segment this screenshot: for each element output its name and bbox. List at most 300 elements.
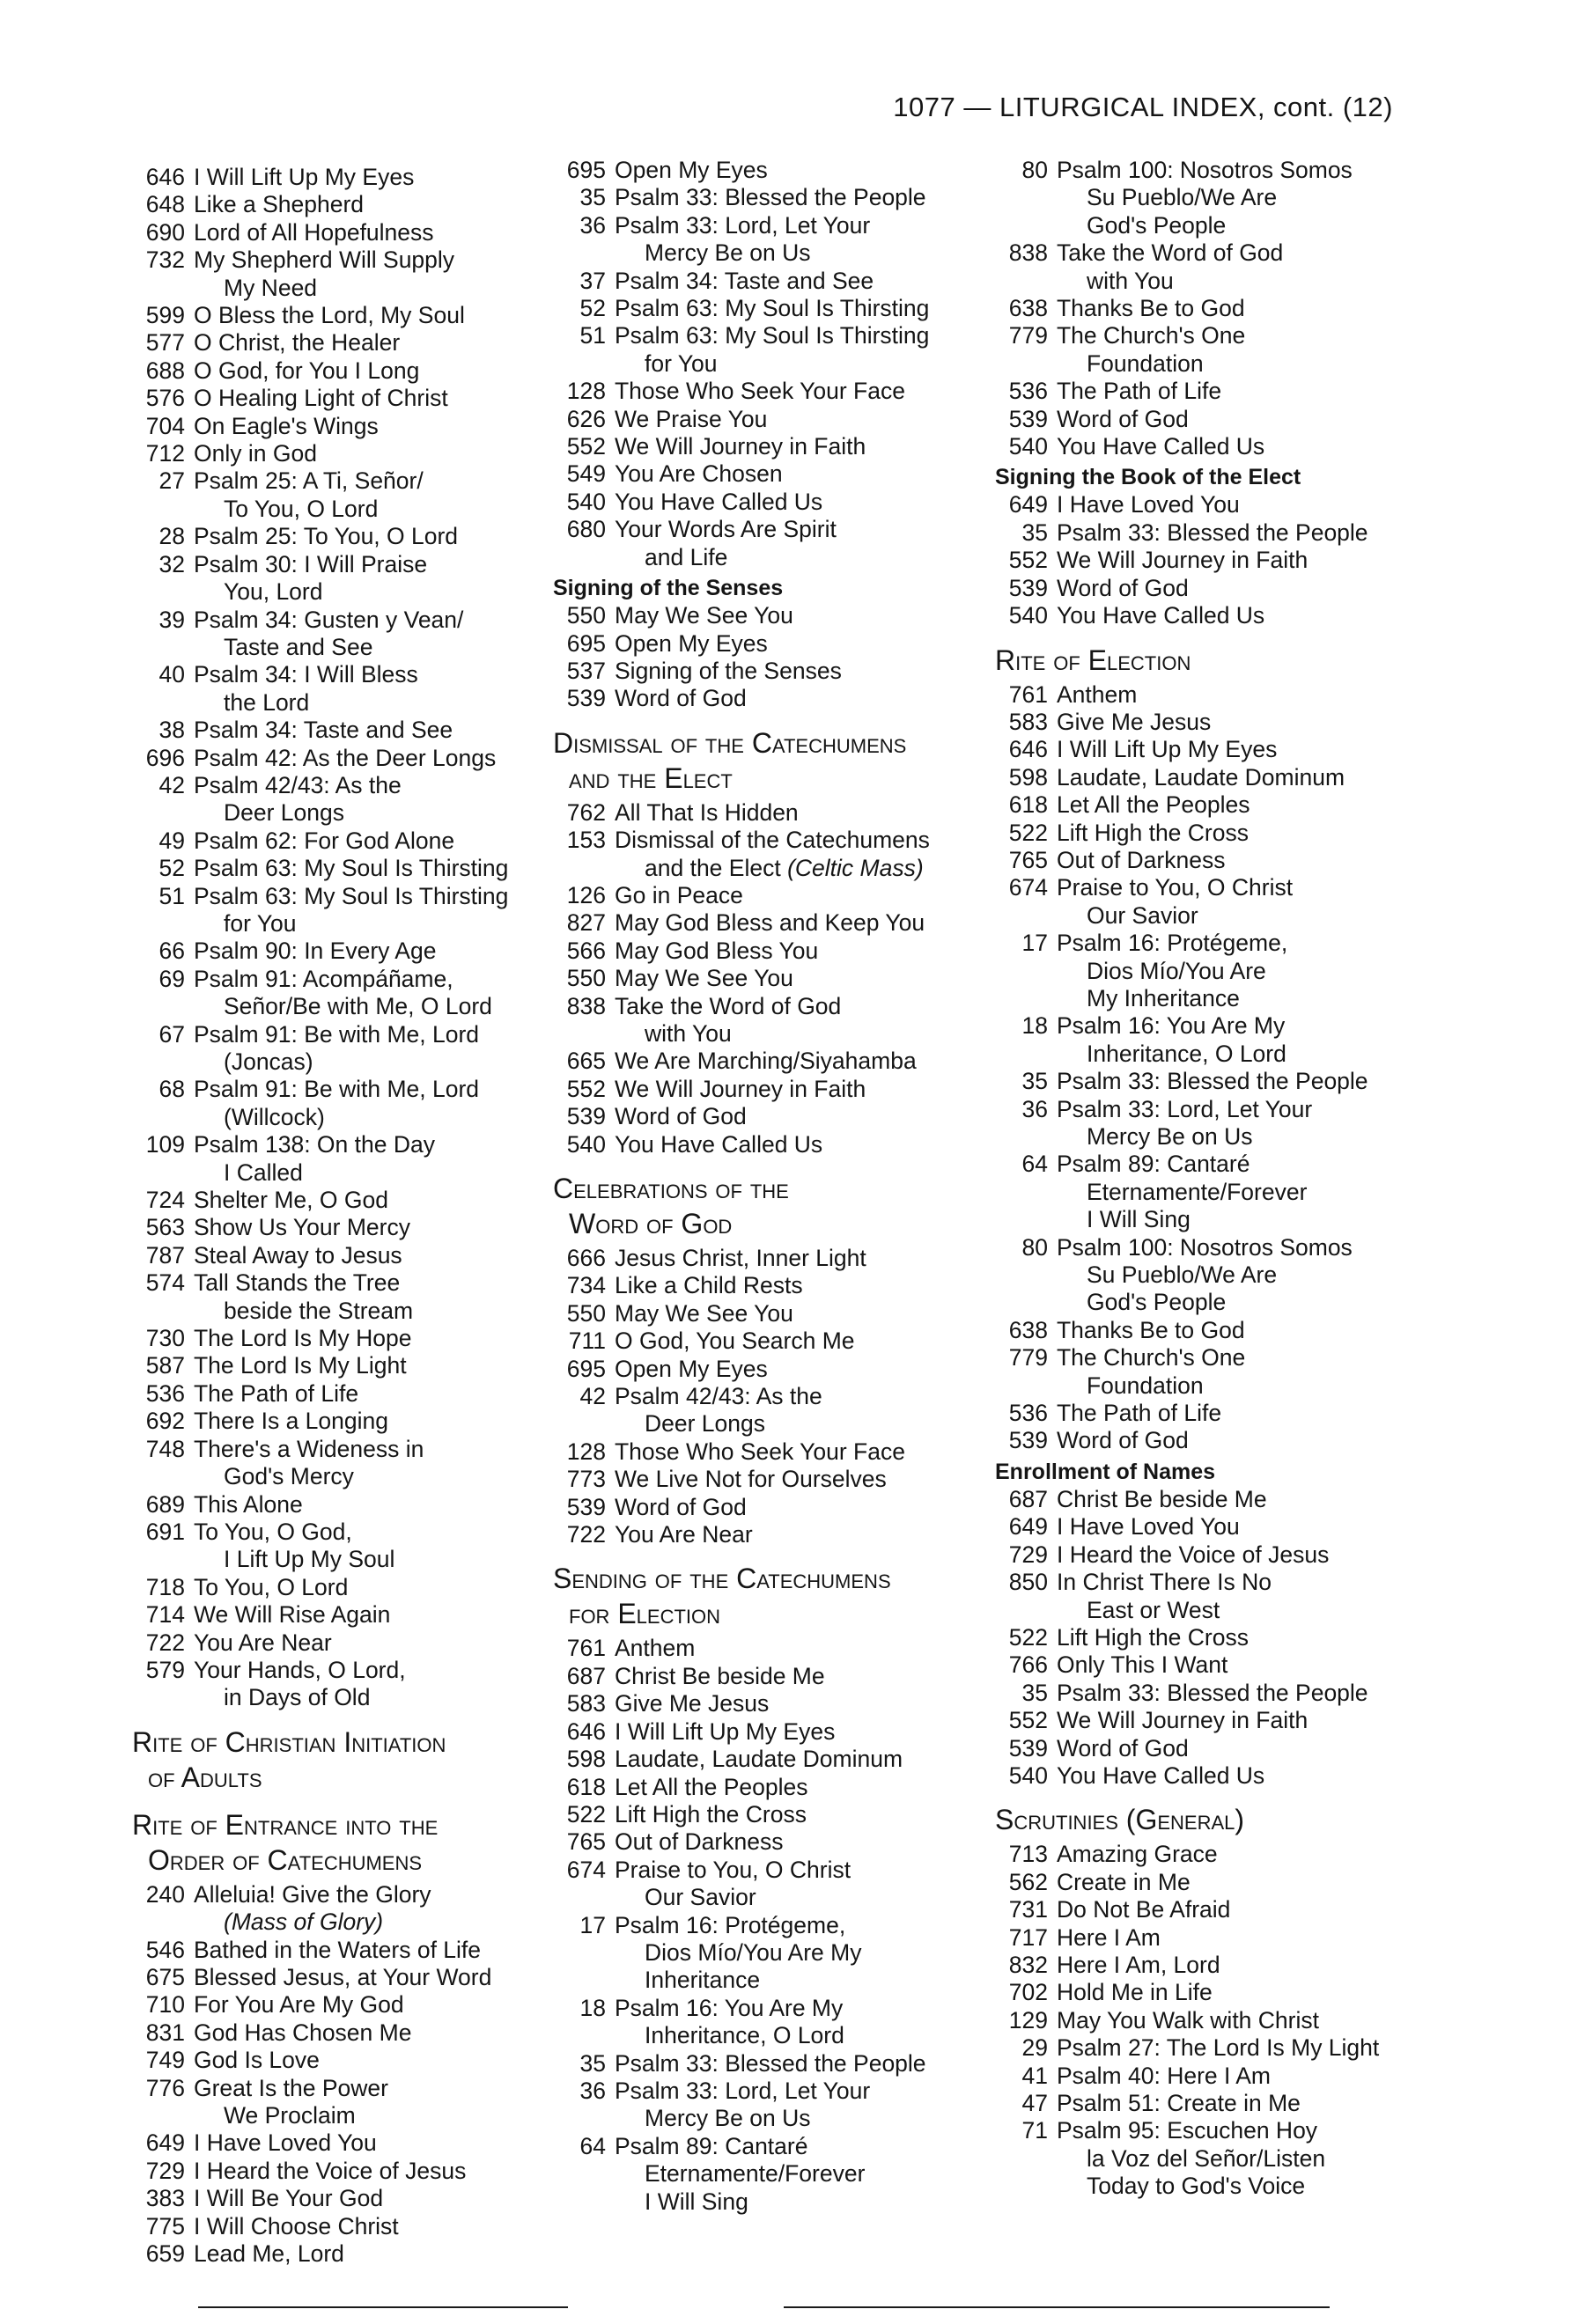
index-entry — [132, 413, 528, 440]
index-entry — [995, 2117, 1418, 2200]
hymn-number: 731 — [1008, 1896, 1048, 1923]
index-entry — [995, 2063, 1418, 2090]
index-entry — [132, 467, 528, 523]
title-line: Take the Word of God — [1057, 239, 1284, 267]
title-line: May We See You — [615, 602, 793, 629]
hymn-title — [194, 1964, 528, 1991]
title-line: On Eagle's Wings — [194, 412, 379, 439]
running-head — [893, 92, 1393, 123]
index-entry — [132, 1269, 528, 1325]
hymn-number: 540 — [1008, 433, 1048, 460]
title-continuation: I Will Sing — [645, 2188, 748, 2215]
index-entry — [553, 322, 958, 378]
index-entry — [553, 1690, 958, 1717]
index-entry — [995, 709, 1418, 736]
hymn-number: 729 — [1008, 1541, 1048, 1568]
title-line: Here I Am, Lord — [1057, 1951, 1220, 1978]
title-line: Psalm 25: To You, O Lord — [194, 523, 459, 550]
hymn-number: 776 — [145, 2074, 185, 2101]
title-continuation: Today to God's Voice — [1087, 2173, 1306, 2200]
index-entry — [995, 602, 1418, 629]
index-entry — [553, 1327, 958, 1355]
title-line: Psalm 34: Gusten y Vean/ — [194, 606, 464, 633]
heading-line: Rite of Entrance into the — [132, 1808, 439, 1841]
hymn-number: 732 — [145, 246, 185, 274]
index-entry — [553, 1521, 958, 1548]
title-continuation: Su Pueblo/We Are — [1087, 1261, 1278, 1289]
index-entry — [132, 1380, 528, 1408]
index-entry — [553, 378, 958, 405]
hymn-title — [1057, 2007, 1418, 2034]
title-line: Psalm 27: The Lord Is My Light — [1057, 2034, 1380, 2062]
title-line: I Will Lift Up My Eyes — [1057, 736, 1278, 763]
hymn-number: 35 — [1021, 518, 1048, 546]
hymn-number: 765 — [1008, 846, 1048, 873]
hymn-title — [194, 772, 528, 827]
hymn-title — [1057, 1513, 1418, 1541]
title-continuation: Inheritance — [645, 1967, 761, 1994]
title-line: May God Bless and Keep You — [615, 909, 925, 937]
hymn-number: 666 — [566, 1245, 606, 1271]
hymn-title — [194, 855, 528, 882]
title-line: Give Me Jesus — [615, 1690, 770, 1717]
index-entry — [995, 1952, 1418, 1979]
hymn-number: 42 — [579, 1383, 606, 1410]
hymn-title — [1057, 1151, 1418, 1233]
index-entry — [553, 938, 958, 965]
title-line: Psalm 16: You Are My — [1057, 1012, 1286, 1040]
title-line: You Have Called Us — [615, 1130, 823, 1158]
hymn-title — [1057, 1234, 1418, 1317]
hymn-number: 66 — [158, 938, 185, 965]
index-entry — [132, 1629, 528, 1657]
hymn-title — [615, 378, 958, 405]
hymn-title — [194, 413, 528, 440]
title-line: We Will Journey in Faith — [1057, 1707, 1309, 1734]
hymn-number: 36 — [1021, 1095, 1048, 1122]
hymn-title — [194, 827, 528, 855]
section-heading — [553, 1171, 958, 1241]
title-continuation: beside the Stream — [224, 1297, 414, 1324]
title-line: Let All the Peoples — [1057, 791, 1250, 819]
title-line: Signing of the Senses — [615, 657, 842, 684]
index-entry — [553, 433, 958, 460]
hymn-title — [194, 883, 528, 938]
index-entry — [553, 1272, 958, 1299]
index-entry — [995, 406, 1418, 433]
index-entry — [995, 930, 1418, 1012]
hymn-number: 129 — [1008, 2006, 1048, 2034]
hymn-title — [194, 2240, 528, 2268]
hymn-title — [615, 827, 958, 882]
index-entry — [553, 1801, 958, 1828]
hymn-title — [1057, 491, 1418, 518]
title-line: Give Me Jesus — [1057, 708, 1212, 735]
index-entry — [553, 1857, 958, 1912]
hymn-number: 539 — [1008, 1734, 1048, 1761]
hymn-number: 765 — [566, 1828, 606, 1856]
index-entry — [553, 658, 958, 685]
hymn-number: 690 — [145, 218, 185, 246]
index-entry — [995, 1762, 1418, 1790]
hymn-title — [1057, 239, 1418, 295]
hymn-number: 618 — [1008, 791, 1048, 819]
hymn-title — [194, 1519, 528, 1574]
hymn-number: 539 — [1008, 405, 1048, 432]
title-continuation: Our Savior — [645, 1884, 756, 1911]
hymn-number: 69 — [158, 965, 185, 992]
hymn-number: 598 — [1008, 763, 1048, 791]
index-entry — [553, 1718, 958, 1746]
title-line: You Have Called Us — [1057, 602, 1265, 629]
hymn-title — [615, 1718, 958, 1746]
hymn-title — [1057, 1569, 1418, 1624]
hymn-number: 64 — [1021, 1151, 1048, 1178]
title-line: Bathed in the Waters of Life — [194, 1936, 482, 1963]
index-entry — [553, 1131, 958, 1158]
title-continuation: I Called — [224, 1158, 303, 1186]
hymn-title — [1057, 1896, 1418, 1923]
title-line: Create in Me — [1057, 1868, 1191, 1895]
title-line: God Has Chosen Me — [194, 2019, 412, 2046]
hymn-number: 648 — [145, 191, 185, 218]
hymn-number: 18 — [579, 1994, 606, 2021]
title-line: Anthem — [1057, 680, 1138, 708]
index-column-3 — [995, 157, 1418, 2201]
hymn-number: 539 — [1008, 1427, 1048, 1454]
title-line: Take the Word of God — [615, 992, 842, 1019]
hymn-title — [615, 1494, 958, 1521]
title-line: Psalm 30: I Will Praise — [194, 550, 428, 577]
hymn-title — [1057, 602, 1418, 629]
title-line: To You, O Lord — [194, 1573, 349, 1600]
hymn-title — [194, 246, 528, 302]
hymn-title — [615, 1356, 958, 1383]
hymn-number: 779 — [1008, 322, 1048, 349]
index-entry — [995, 1096, 1418, 1151]
hymn-number: 680 — [566, 516, 606, 543]
hymn-number: 598 — [566, 1746, 606, 1773]
index-entry — [132, 357, 528, 385]
hymn-title — [615, 516, 958, 571]
hymn-number: 42 — [158, 771, 185, 798]
hymn-number: 713 — [1008, 1841, 1048, 1868]
hymn-title — [1057, 295, 1418, 322]
hymn-title — [615, 1801, 958, 1828]
title-line: Psalm 100: Nosotros Somos — [1057, 157, 1353, 183]
hymn-title — [1057, 1541, 1418, 1569]
hymn-title — [615, 1774, 958, 1801]
index-entry — [995, 736, 1418, 763]
index-entry — [553, 1048, 958, 1075]
hymn-number: 49 — [158, 827, 185, 854]
hymn-number: 35 — [1021, 1679, 1048, 1706]
hymn-number: 724 — [145, 1187, 185, 1214]
hymn-number: 583 — [1008, 708, 1048, 735]
hymn-title — [615, 993, 958, 1048]
index-entry — [553, 685, 958, 712]
hymn-number: 17 — [579, 1911, 606, 1938]
hymn-title — [1057, 1068, 1418, 1095]
hymn-number: 64 — [579, 2132, 606, 2159]
title-continuation: Inheritance, O Lord — [1087, 1040, 1286, 1067]
title-line: I Heard the Voice of Jesus — [1057, 1541, 1330, 1568]
title-line: Psalm 63: My Soul Is Thirsting — [615, 295, 930, 322]
section-heading — [995, 643, 1418, 678]
hymn-number: 649 — [1008, 1513, 1048, 1541]
hymn-title — [194, 1269, 528, 1325]
hymn-number: 711 — [568, 1327, 606, 1355]
hymn-title — [615, 433, 958, 460]
index-entry — [995, 2090, 1418, 2117]
hymn-title — [615, 1300, 958, 1327]
hymn-number: 695 — [566, 157, 606, 183]
hymn-number: 35 — [579, 2049, 606, 2077]
hymn-number: 540 — [566, 488, 606, 515]
hymn-number: 126 — [566, 881, 606, 908]
title-line: I Have Loved You — [1057, 491, 1240, 518]
title-line: Psalm 42/43: As the — [194, 771, 402, 798]
title-continuation: I Will Sing — [1087, 1206, 1191, 1233]
index-entry — [995, 322, 1418, 378]
hymn-number: 717 — [1008, 1923, 1048, 1951]
hymn-number: 649 — [1008, 491, 1048, 518]
title-continuation: la Voz del Señor/Listen — [1087, 2144, 1326, 2172]
title-line: Psalm 42: As the Deer Longs — [194, 744, 497, 771]
hymn-number: 688 — [145, 357, 185, 384]
hymn-title — [1057, 1624, 1418, 1651]
hymn-number: 577 — [145, 329, 185, 357]
index-entry — [995, 1427, 1418, 1454]
index-entry — [995, 1841, 1418, 1868]
hymn-number: 539 — [566, 685, 606, 712]
title-line: Psalm 42/43: As the — [615, 1383, 822, 1410]
hymn-title — [615, 630, 958, 658]
hymn-number: 749 — [145, 2047, 185, 2074]
title-line: We Will Journey in Faith — [615, 433, 866, 460]
index-entry — [995, 1707, 1418, 1734]
hymn-number: 68 — [158, 1076, 185, 1103]
title-continuation: Deer Longs — [224, 799, 345, 827]
index-entry — [553, 184, 958, 211]
hymn-title — [194, 467, 528, 523]
hymn-title — [1057, 1680, 1418, 1707]
title-line: Laudate, Laudate Dominum — [615, 1746, 903, 1773]
hymn-number: 37 — [579, 267, 606, 294]
title-continuation: Eternamente/Forever — [1087, 1178, 1308, 1205]
title-line: Lead Me, Lord — [194, 2240, 344, 2268]
title-line: Lord of All Hopefulness — [194, 218, 434, 246]
hymn-title — [1057, 1096, 1418, 1151]
index-entry — [995, 1234, 1418, 1317]
hymn-title — [615, 799, 958, 827]
hymn-title — [1057, 2034, 1418, 2062]
index-entry — [553, 1438, 958, 1466]
title-line: Psalm 33: Lord, Let Your — [615, 211, 871, 239]
hymn-number: 773 — [566, 1466, 606, 1493]
title-line: Open My Eyes — [615, 157, 768, 183]
index-entry — [132, 827, 528, 855]
hymn-title — [1057, 2063, 1418, 2090]
footer-rule-left — [198, 2306, 568, 2308]
hymn-title — [615, 1131, 958, 1158]
title-line: O God, for You I Long — [194, 357, 420, 384]
hymn-title — [1057, 378, 1418, 405]
index-entry — [553, 1103, 958, 1130]
title-line: Psalm 89: Cantaré — [1057, 1151, 1250, 1178]
title-continuation: (Joncas) — [224, 1048, 313, 1075]
title-line: Your Hands, O Lord, — [194, 1656, 406, 1683]
hymn-number: 775 — [145, 2212, 185, 2239]
title-continuation: We Proclaim — [224, 2102, 356, 2129]
hymn-number: 566 — [566, 937, 606, 964]
hymn-number: 563 — [145, 1214, 185, 1241]
index-entry — [995, 157, 1418, 239]
hymn-title — [194, 1937, 528, 1964]
title-line: Psalm 91: Acompáñame, — [194, 965, 453, 992]
title-line: Alleluia! Give the Glory — [194, 1880, 431, 1908]
index-entry — [553, 882, 958, 909]
title-line: Dismissal of the Catechumens — [615, 827, 930, 854]
hymn-number: 827 — [566, 909, 606, 937]
hymn-title — [1057, 1317, 1418, 1344]
heading-line: Enrollment of Names — [995, 1459, 1216, 1484]
title-line: You Have Called Us — [615, 488, 823, 515]
heading-line: Rite of Christian Initiation — [132, 1725, 446, 1758]
index-entry — [995, 1400, 1418, 1427]
index-entry — [553, 460, 958, 488]
title-line: Anthem — [615, 1635, 696, 1662]
hymn-title — [615, 1438, 958, 1466]
hymn-title — [194, 966, 528, 1021]
hymn-number: 546 — [145, 1936, 185, 1963]
index-entry — [132, 1436, 528, 1491]
hymn-title — [615, 2133, 958, 2216]
title-line: God Is Love — [194, 2047, 320, 2074]
hymn-number: 39 — [158, 606, 185, 633]
index-entry — [132, 551, 528, 607]
index-entry — [553, 1663, 958, 1690]
title-line: Psalm 34: Taste and See — [194, 717, 453, 744]
index-entry — [553, 1774, 958, 1801]
hymn-title — [1057, 433, 1418, 460]
hymn-number: 562 — [1008, 1868, 1048, 1895]
index-entry — [995, 1012, 1418, 1068]
hymn-title — [1057, 847, 1418, 874]
hymn-number: 838 — [1008, 239, 1048, 267]
hymn-title — [1057, 736, 1418, 763]
heading-line: Word of God — [569, 1208, 733, 1239]
hymn-title — [194, 1380, 528, 1408]
hymn-title — [1057, 1707, 1418, 1734]
title-line: I Have Loved You — [194, 2129, 377, 2157]
hymn-number: 32 — [158, 550, 185, 577]
title-continuation: Deer Longs — [645, 1410, 766, 1438]
hymn-number: 51 — [579, 322, 606, 349]
hymn-title — [615, 909, 958, 937]
title-line: Steal Away to Jesus — [194, 1241, 402, 1269]
index-entry — [132, 2075, 528, 2130]
title-line: Those Who Seek Your Face — [615, 378, 905, 405]
hymn-title — [194, 938, 528, 965]
title-line: Open My Eyes — [615, 629, 768, 657]
hymn-number: 587 — [145, 1352, 185, 1379]
hymn-number: 27 — [158, 467, 185, 495]
hymn-title — [1057, 1651, 1418, 1679]
index-entry — [132, 2158, 528, 2185]
index-entry — [132, 607, 528, 662]
index-entry — [132, 2129, 528, 2157]
hymn-number: 599 — [145, 302, 185, 329]
title-continuation: Our Savior — [1087, 901, 1198, 929]
hymn-number: 761 — [1008, 680, 1048, 708]
hymn-title — [615, 602, 958, 629]
hymn-number: 552 — [1008, 547, 1048, 574]
hymn-number: 638 — [1008, 1316, 1048, 1343]
title-line: We Live Not for Ourselves — [615, 1466, 887, 1493]
hymn-title — [194, 1076, 528, 1131]
title-line: Psalm 63: My Soul Is Thirsting — [194, 882, 509, 909]
title-line: Word of God — [1057, 1427, 1189, 1454]
hymn-number: 576 — [145, 385, 185, 412]
hymn-number: 748 — [145, 1435, 185, 1462]
hymn-number: 18 — [1021, 1012, 1048, 1040]
title-line: There's a Wideness in — [194, 1435, 424, 1462]
hymn-title — [1057, 1427, 1418, 1454]
hymn-number: 674 — [566, 1856, 606, 1883]
hymn-number: 674 — [1008, 874, 1048, 901]
hymn-number: 80 — [1021, 157, 1048, 183]
title-line: Amazing Grace — [1057, 1841, 1218, 1868]
hymn-number: 761 — [566, 1635, 606, 1662]
hymn-title — [1057, 519, 1418, 547]
index-entry — [132, 164, 528, 191]
index-entry — [995, 2034, 1418, 2062]
index-entry — [132, 1601, 528, 1629]
index-entry — [132, 1964, 528, 1991]
title-line: O Healing Light of Christ — [194, 385, 448, 412]
title-continuation: (Mass of Glory) — [224, 1908, 384, 1936]
title-continuation: To You, O Lord — [224, 495, 379, 522]
hymn-title — [194, 191, 528, 218]
index-entry — [132, 883, 528, 938]
title-line: The Path of Life — [1057, 1400, 1222, 1427]
hymn-title — [615, 212, 958, 268]
heading-line: for Election — [569, 1598, 721, 1630]
index-entry — [132, 1214, 528, 1241]
index-entry — [995, 433, 1418, 460]
title-line: Psalm 16: You Are My — [615, 1994, 844, 2021]
hymn-title — [194, 607, 528, 662]
index-entry — [995, 2007, 1418, 2034]
hymn-number: 618 — [566, 1773, 606, 1800]
hymn-number: 687 — [566, 1662, 606, 1689]
title-line: Psalm 90: In Every Age — [194, 938, 437, 965]
hymn-title — [194, 2213, 528, 2240]
title-line: I Will Lift Up My Eyes — [194, 164, 415, 190]
heading-line: Signing of the Senses — [553, 576, 784, 601]
title-continuation: Dios Mío/You Are — [1087, 957, 1266, 984]
index-entry — [995, 1317, 1418, 1344]
heading-line: Scrutinies (General) — [995, 1804, 1245, 1836]
index-entry — [553, 1356, 958, 1383]
hymn-title — [194, 385, 528, 412]
hymn-title — [194, 1214, 528, 1241]
hymn-number: 522 — [566, 1800, 606, 1828]
hymn-title — [194, 219, 528, 246]
title-line: Christ Be beside Me — [1057, 1485, 1267, 1512]
hymn-number: 665 — [566, 1048, 606, 1075]
